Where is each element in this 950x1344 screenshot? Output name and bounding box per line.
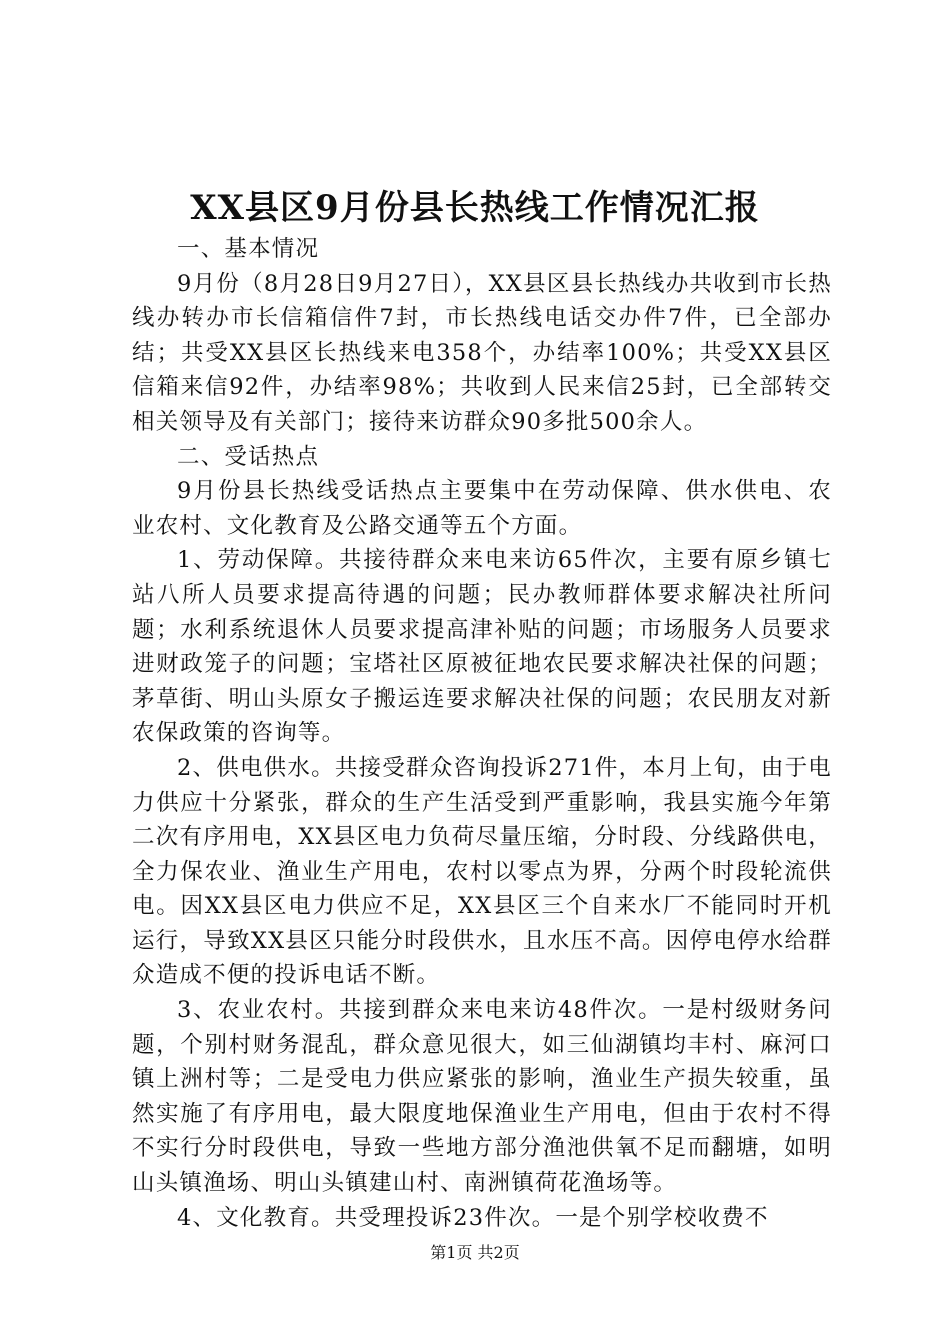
- section-heading-hotspots: 二、受话热点: [177, 443, 320, 470]
- paragraph-basic-summary: 9月份（8月28日9月27日），XX县区县长热线办共收到市长热线办转办市长信箱信件7封，市长热线电话交办件7件，已全部办结；共受XX县区长热线来电358个，办结率100%；共受XX县区信箱来信92件，办结率98%；共收到人民来信25封，已全部转交相关领导及有关部门；接待来访群众90多批500余人。: [132, 270, 832, 435]
- document-title: XX县区9月份县长热线工作情况汇报: [190, 188, 760, 228]
- paragraph-power-water: 2、供电供水。共接受群众咨询投诉271件，本月上旬，由于电力供应十分紧张，群众的生产生活受到严重影响，我县实施今年第二次有序用电，XX县区电力负荷尽量压缩，分时段、分线路供电，全力保农业、渔业生产用电，农村以零点为界，分两个时段轮流供电。因XX县区电力供应不足，XX县区三个自来水厂不能同时开机运行，导致XX县区只能分时段供水，且水压不高。因停电停水给群众造成不便的投诉电话不断。: [132, 754, 832, 989]
- paragraph-labor-security: 1、劳动保障。共接待群众来电来访65件次，主要有原乡镇七站八所人员要求提高待遇的问题；民办教师群体要求解决社所问题；水利系统退休人员要求提高津补贴的问题；市场服务人员要求进财政笼子的问题；宝塔社区原被征地农民要求解决社保的问题；茅草街、明山头原女子搬运连要求解决社保的问题；农民朋友对新农保政策的咨询等。: [132, 547, 832, 747]
- paragraph-culture-education: 4、文化教育。共受理投诉23件次。一是个别学校收费不: [177, 1204, 769, 1231]
- document-body: [132, 232, 832, 1235]
- paragraph-hotspots-intro: 9月份县长热线受话热点主要集中在劳动保障、供水供电、农业农村、文化教育及公路交通等五个方面。: [132, 478, 832, 539]
- section-heading-basic: 一、基本情况: [177, 236, 320, 262]
- paragraph-agriculture: 3、农业农村。共接到群众来电来访48件次。一是村级财务问题，个别村财务混乱，群众意见很大，如三仙湖镇均丰村、麻河口镇上洲村等；二是受电力供应紧张的影响，渔业生产损失较重，虽然实施了有序用电，最大限度地保渔业生产用电，但由于农村不得不实行分时段供电，导致一些地方部分渔池供氧不足而翻塘，如明山头镇渔场、明山头镇建山村、南洲镇荷花渔场等。: [132, 997, 832, 1197]
- page-footer: 第1页 共2页: [430, 1243, 520, 1262]
